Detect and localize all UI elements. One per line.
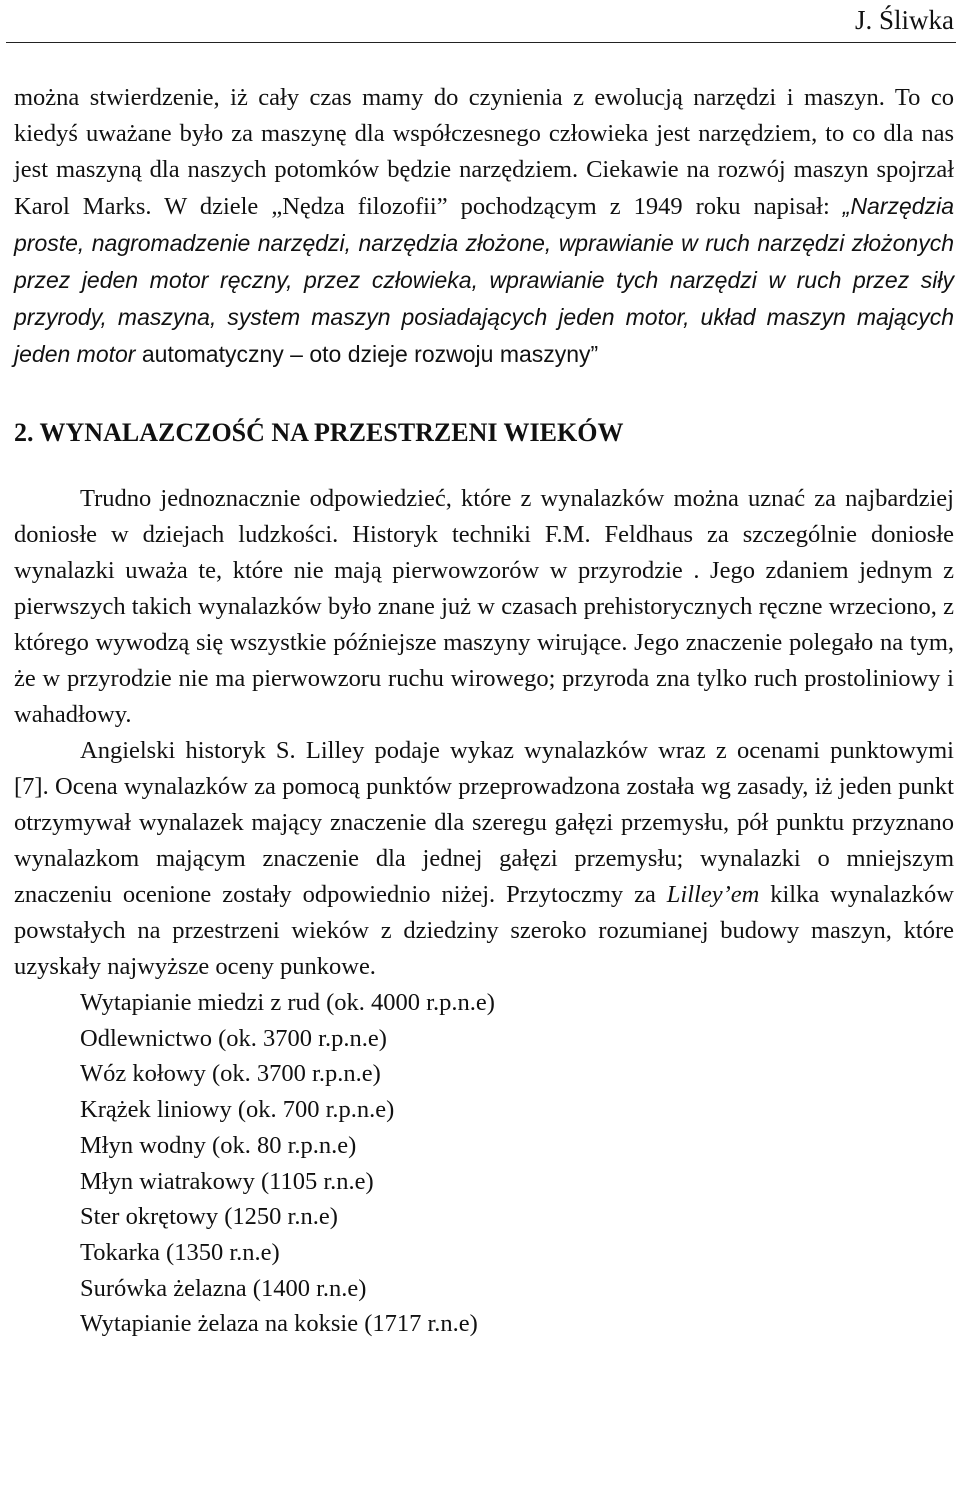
section-paragraph-2 [14,733,954,985]
list-item: Odlewnictwo (ok. 3700 r.p.n.e) [80,1024,387,1052]
list-item: Młyn wodny (ok. 80 r.p.n.e) [80,1131,357,1159]
inventions-list [14,985,954,1342]
list-item: Krążek liniowy (ok. 700 r.p.n.e) [80,1096,395,1124]
paragraph-2-text-start: Angielski historyk S. Lilley podaje wykaz wynalazków wraz z ocenami punktowymi [7]. Ocena wynalazków za pomocą punktów przeprowadzona została wg zasady, iż jeden punkt otrzymywał wynalazek mający znaczenie dla szeregu gałęzi przemysłu, pół punktu przyznano wynalazkom mającym znaczenie dla jednej gałęzi przemysłu; wynalazki o mniejszym znaczeniu ocenione zostały odpowiednio niżej. Przytoczmy za [14,737,954,908]
page-header [0,0,960,42]
marx-quote: „Narzędzia proste, nagromadzenie narzędzi, narzędzia złożone, wprawianie w ruch narzędzi złożonych przez jeden motor ręczny, przez człowieka, wprawianie tych narzędzi w ruch przez siły przyrody, maszyna, system maszyn posiadających jeden motor, układ maszyn mających jeden motor [14,193,954,367]
page-body [14,80,954,1342]
section-heading: 2. WYNALAZCZOŚĆ NA PRZESTRZENI WIEKÓW [14,418,624,447]
header-divider [6,42,956,43]
list-item: Wytapianie żelaza na koksie (1717 r.n.e) [80,1310,478,1338]
list-item: Młyn wiatrakowy (1105 r.n.e) [80,1167,374,1195]
section-paragraph-1: Trudno jednoznacznie odpowiedzieć, które z wynalazków można uznać za najbardziej doniosłe w dziejach ludzkości. Historyk techniki F.M. Feldhaus za szczególnie doniosłe wynalazki uważa te, które nie mają pierwowzorów w przyrodzie . Jego zdaniem jednym z pierwszych takich wynalazków było znane już w czasach prehistorycznych ręczne wrzeciono, z którego wywodzą się wszystkie późniejsze maszyny wirujące. Jego znaczenie polegało na tym, że w przyrodzie nie ma pierwowzoru ruchu wirowego; przyroda zna tylko ruch prostoliniowy i wahadłowy. [14,485,954,728]
list-item: Tokarka (1350 r.n.e) [80,1238,280,1266]
running-header-author: J. Śliwka [854,5,954,35]
paragraph-2-text-end: kilka wynalazków powstałych na przestrzeni wieków z dziedziny szeroko rozumianej budowy maszyn, które uzyskały najwyższe oceny punkowe. [14,881,954,980]
list-item: Ster okrętowy (1250 r.n.e) [80,1203,338,1231]
list-item: Surówka żelazna (1400 r.n.e) [80,1274,367,1302]
intro-text: można stwierdzenie, iż cały czas mamy do czynienia z ewolucją narzędzi i maszyn. To co kiedyś uważane było za maszynę dla współczesnego człowieka jest narzędziem, to co dla nas jest maszyną dla naszych potomków będzie narzędziem. Ciekawie na rozwój maszyn spojrzał Karol Marks. W dziele „Nędza filozofii” pochodzącym z 1949 roku napisał: [14,84,954,220]
intro-paragraph [14,80,954,373]
marx-quote-end: automatyczny – oto dzieje rozwoju maszyny” [135,341,599,367]
list-item: Wytapianie miedzi z rud (ok. 4000 r.p.n.e) [80,989,495,1016]
lilley-name: Lilley’em [666,881,760,908]
list-item: Wóz kołowy (ok. 3700 r.p.n.e) [80,1060,381,1088]
